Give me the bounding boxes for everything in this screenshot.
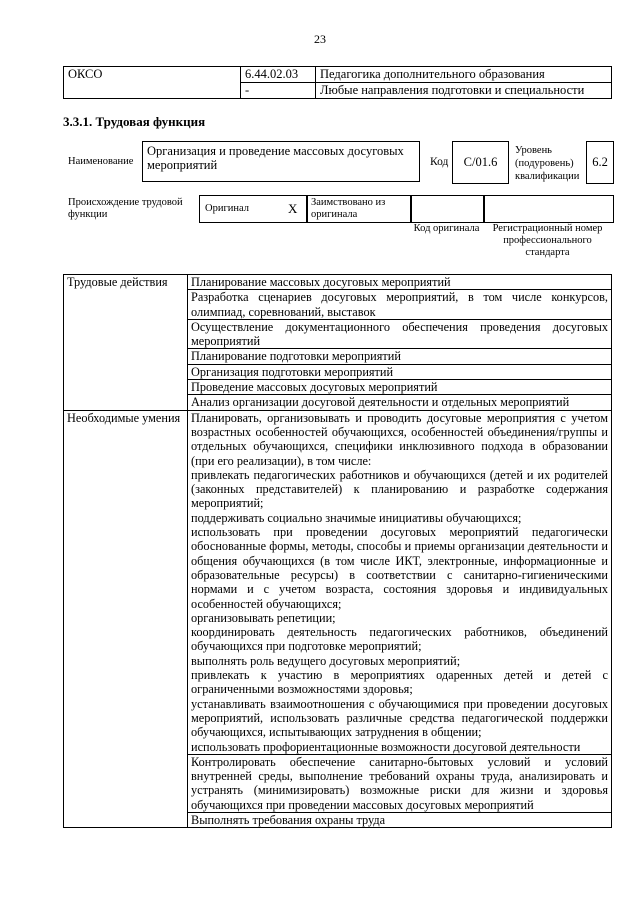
skill-row: Контролировать обеспечение санитарно-бытовых условий и условий внутренней среды, выполнение требований охраны труда, анализировать и устранять (минимизировать) возможные риски для жизни и здоровья обучающихся при проведении массовых досуговых мероприятий [188,754,612,812]
function-name-box: Организация и проведение массовых досуговых мероприятий [142,141,420,182]
skills-main-cell [188,410,612,754]
skill-paragraph: Планировать, организовывать и проводить досуговые мероприятия с учетом возрастных особенностей обучающихся, особенностей объединения/группы и отдельных обучающихся, специфики инклюзивного подхода в образовании (при его реализации), в том числе: [191,410,608,468]
original-text: Оригинал [205,203,249,214]
action-item: Планирование массовых досуговых мероприятий [188,275,612,290]
action-item: Планирование подготовки мероприятий [188,349,612,364]
skill-paragraph: выполнять роль ведущего досуговых мероприятий; [191,653,461,668]
action-item: Анализ организации досуговой деятельности и отдельных мероприятий [188,395,612,410]
action-item: Проведение массовых досуговых мероприятий [188,380,612,395]
code-box: C/01.6 [452,141,509,184]
code-original-box [410,195,485,223]
skill-paragraph: координировать деятельность педагогических работников, объединений обучающихся при подготовке мероприятий; [191,625,608,654]
reg-number-box [483,195,614,223]
okso-label: ОКСО [64,67,241,99]
borrowed-text: Заимствовано из оригинала [311,197,386,220]
section-title: 3.3.1. Трудовая функция [63,114,206,129]
code-label: Код [430,156,449,168]
action-item: Осуществление документационного обеспечения проведения досуговых мероприятий [188,319,612,349]
origin-label: Происхождение трудовой функции [68,197,183,220]
action-item: Разработка сценариев досуговых мероприятий, в том числе конкурсов, олимпиад, соревнований, выставок [188,290,612,320]
original-mark: X [288,201,298,216]
skill-paragraph: поддерживать социально значимые инициативы обучающихся; [191,510,522,525]
okso-code-1: 6.44.02.03 [241,67,316,83]
skill-paragraph: использовать при проведении досуговых мероприятий педагогически обоснованные формы, методы, способы и приемы организации деятельности и общения обучающихся (в том числе ИКТ, электронные, информационные и образовательные ресурсы) в соответствии с санитарно-гигиеническими нормами и с учетом возраста, состояния здоровья и индивидуальных особенностей обучающихся; [191,525,608,611]
borrowed-box [306,195,412,223]
okso-table [63,66,612,99]
original-box [199,195,308,223]
okso-code-2: - [241,83,316,99]
actions-label: Трудовые действия [64,275,188,411]
okso-name-2: Любые направления подготовки и специальности [316,83,612,99]
code-original-caption: Код оригинала [413,223,480,234]
skill-paragraph: привлекать к участию в мероприятиях одаренных детей и детей с ограниченными возможностями здоровья; [191,668,608,697]
level-box: 6.2 [586,141,614,184]
name-label: Наименование [68,156,134,167]
skill-paragraph: организовывать репетиции; [191,610,336,625]
skill-paragraph: привлекать педагогических работников и обучающихся (детей и их родителей (законных представителей) к планированию и разработке содержания мероприятий; [191,467,608,511]
action-item: Организация подготовки мероприятий [188,364,612,379]
function-table [63,274,612,828]
skill-row: Выполнять требования охраны труда [188,812,612,827]
skill-paragraph: устанавливать взаимоотношения с обучающимися при проведении досуговых мероприятий, использовать различные средства педагогической поддержки обучающихся, испытывающих затруднения в общении; [191,696,608,740]
okso-name-1: Педагогика дополнительного образования [316,67,612,83]
skill-paragraph: использовать профориентационные возможности досуговой деятельности [191,739,581,754]
skills-label: Необходимые умения [64,410,188,828]
level-label: Уровень (подуровень) квалификации [515,145,580,182]
reg-number-caption: Регистрационный номер профессионального стандарта [492,223,603,258]
page-number: 23 [314,32,326,46]
